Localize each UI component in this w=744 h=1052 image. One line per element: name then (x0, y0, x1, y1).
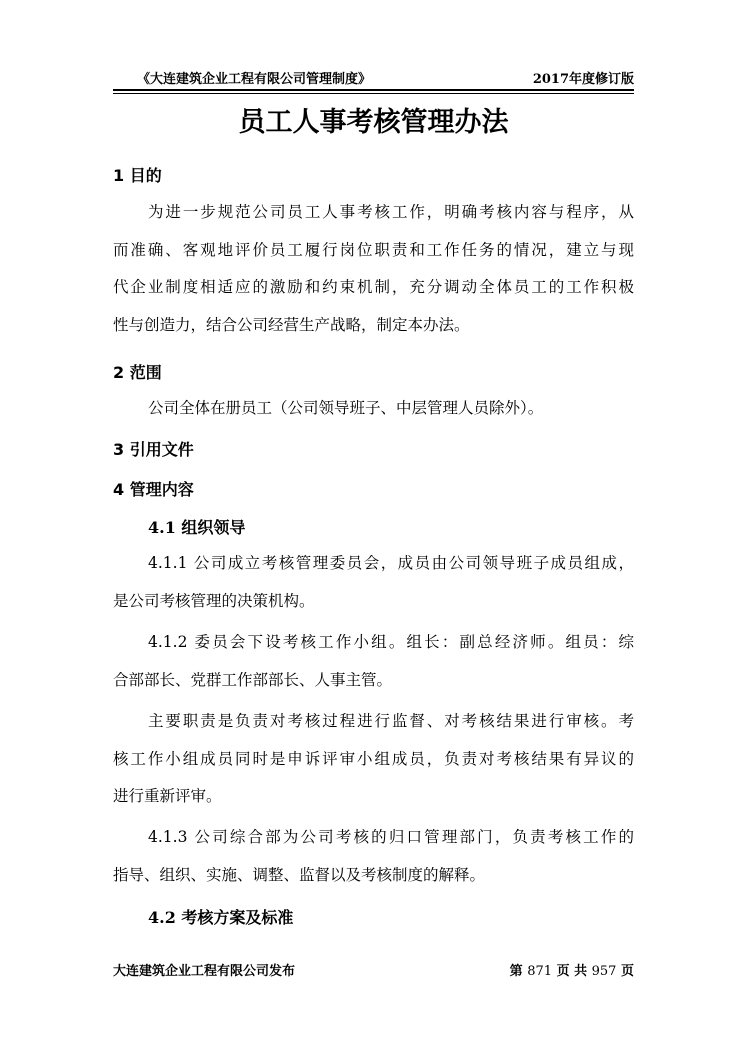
section-4-2-heading: 4.2 考核方案及标准 (148, 908, 294, 927)
footer-page-mid: 页 共 (556, 964, 588, 979)
clause-4-1-2-duties (113, 703, 634, 816)
paragraph-line: 主要职责是负责对考核过程进行监督、对考核结果进行审核。考 (148, 712, 634, 730)
footer-page-prefix: 第 (509, 964, 523, 979)
paragraph-line: 指导、组织、实施、调整、监督以及考核制度的解释。 (113, 865, 486, 884)
paragraph-line: 为进一步规范公司员工人事考核工作，明确考核内容与程序，从 (148, 203, 634, 221)
section-1-heading: 1 目的 (113, 166, 162, 185)
section-2-heading: 2 范围 (113, 363, 162, 382)
section-3-heading: 3 引用文件 (113, 440, 194, 459)
section-1-paragraph (113, 194, 634, 344)
section-4-heading: 4 管理内容 (113, 480, 194, 499)
footer-page-current: 871 (527, 964, 553, 979)
paragraph-line: 性与创造力，结合公司经营生产战略，制定本办法。 (113, 315, 470, 334)
clause-4-1-3 (113, 819, 634, 894)
header-company-system: 《大连建筑企业工程有限公司管理制度》 (137, 72, 372, 87)
clause-4-1-1 (113, 545, 634, 620)
section-2-paragraph (113, 390, 634, 428)
footer-page-total: 957 (591, 964, 617, 979)
paragraph-line: 合部部长、党群工作部部长、人事主管。 (113, 670, 393, 689)
paragraph-line: 4.1.2 委员会下设考核工作小组。组长：副总经济师。组员：综 (148, 633, 634, 651)
paragraph-line: 而准确、客观地评价员工履行岗位职责和工作任务的情况，建立与现 (113, 240, 634, 259)
footer-publisher: 大连建筑企业工程有限公司发布 (113, 964, 296, 979)
paragraph-line: 公司全体在册员工（公司领导班子、中层管理人员除外）。 (148, 399, 544, 417)
footer-page-number (510, 960, 634, 979)
paragraph-line: 是公司考核管理的决策机构。 (113, 591, 315, 610)
footer-page-suffix: 页 (620, 964, 634, 979)
paragraph-line: 代企业制度相适应的激励和约束机制，充分调动全体员工的工作积极 (113, 278, 634, 296)
paragraph-line: 4.1.1 公司成立考核管理委员会，成员由公司领导班子成员组成， (148, 554, 634, 572)
header-version: 2017年度修订版 (532, 72, 634, 87)
document-title: 员工人事考核管理办法 (238, 107, 509, 138)
clause-4-1-2 (113, 624, 634, 699)
paragraph-line: 进行重新评审。 (113, 787, 222, 805)
paragraph-line: 核工作小组成员同时是申诉评审小组成员，负责对考核结果有异议的 (113, 749, 634, 768)
paragraph-line: 4.1.3 公司综合部为公司考核的归口管理部门，负责考核工作的 (148, 828, 634, 846)
section-4-1-heading: 4.1 组织领导 (148, 518, 246, 537)
header-rule-thin (113, 93, 634, 94)
page-header (113, 66, 634, 88)
header-rule-thick (113, 89, 634, 91)
